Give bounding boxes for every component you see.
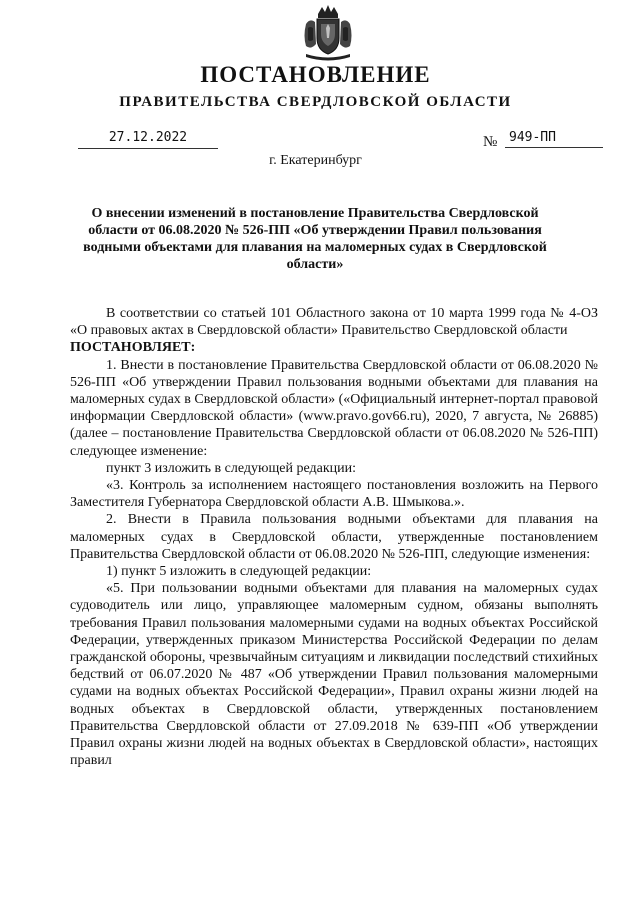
preamble-paragraph: В соответствии со статьей 101 Областного закона от 10 марта 1999 года № 4-ОЗ «О правовых актах в Свердловской области» Правительство Свердловской области	[70, 306, 598, 339]
clause-1-paragraph: 1. Внести в постановление Правительства Свердловской области от 06.08.2020 № 526-ПП «Об утверждении Правил пользования водными объектами для плавания на маломерных судах в Свердловской области» («Официальный интернет-портал правовой информации Свердловской области» (www.pravo.gov66.ru), 2020, 7 августа, № 26885) (далее – постановление Правительства Свердловской области от 06.08.2020 № 526-ПП) следующее изменение:	[70, 357, 598, 459]
clause-1-subparagraph: пункт 3 изложить в следующей редакции:	[106, 460, 356, 476]
clause-2-quote: «5. При пользовании водными объектами для плавания на маломерных судах судоводитель или лицо, управляющее маломерным судном, обязаны выполнять требования Правил пользования маломерными судами на водных объектах Российской Федерации, утвержденных приказом Министерства Российской Федерации по делам гражданской обороны, чрезвычайным ситуациям и ликвидации последствий стихийных бедствий от 06.07.2020 № 487 «Об утверждении Правил пользования маломерными судами на водных объектах Российской Федерации», Правил охраны жизни людей на водных объектах в Свердловской области, утвержденных постановлением Правительства Свердловской области от 27.09.2018 № 639-ПП «Об утверждении Правил охраны жизни людей на водных объектах в Свердловской области», настоящих правил	[70, 581, 598, 769]
document-title: ПОСТАНОВЛЕНИЕ	[200, 62, 431, 87]
document-number: 949-ПП	[505, 128, 603, 148]
clause-2-paragraph: 2. Внести в Правила пользования водными объектами для плавания на маломерных судах в Свердловской области, утвержденные постановлением Правительства Свердловской области от 06.08.2020 № 526-ПП, следующие изменения:	[70, 512, 598, 562]
document-date: 27.12.2022	[78, 128, 218, 149]
coat-of-arms-icon	[300, 4, 356, 62]
clause-1-quote: «3. Контроль за исполнением настоящего постановления возложить на Первого Заместителя Губернатора Свердловской области А.В. Шмыкова.».	[70, 478, 598, 511]
decree-word: ПОСТАНОВЛЯЕТ:	[70, 340, 196, 356]
clause-2-subparagraph: 1) пункт 5 изложить в следующей редакции:	[106, 564, 372, 580]
document-body	[70, 305, 598, 769]
document-subtitle: ПРАВИТЕЛЬСТВА СВЕРДЛОВСКОЙ ОБЛАСТИ	[119, 94, 512, 110]
document-heading: О внесении изменений в постановление Правительства Свердловской области от 06.08.2020 № 526-ПП «Об утверждении Правил пользования водными объектами для плавания на маломерных судах в Свердловской области»	[83, 206, 547, 272]
number-sign: №	[483, 134, 498, 150]
document-city: г. Екатеринбург	[269, 153, 362, 168]
